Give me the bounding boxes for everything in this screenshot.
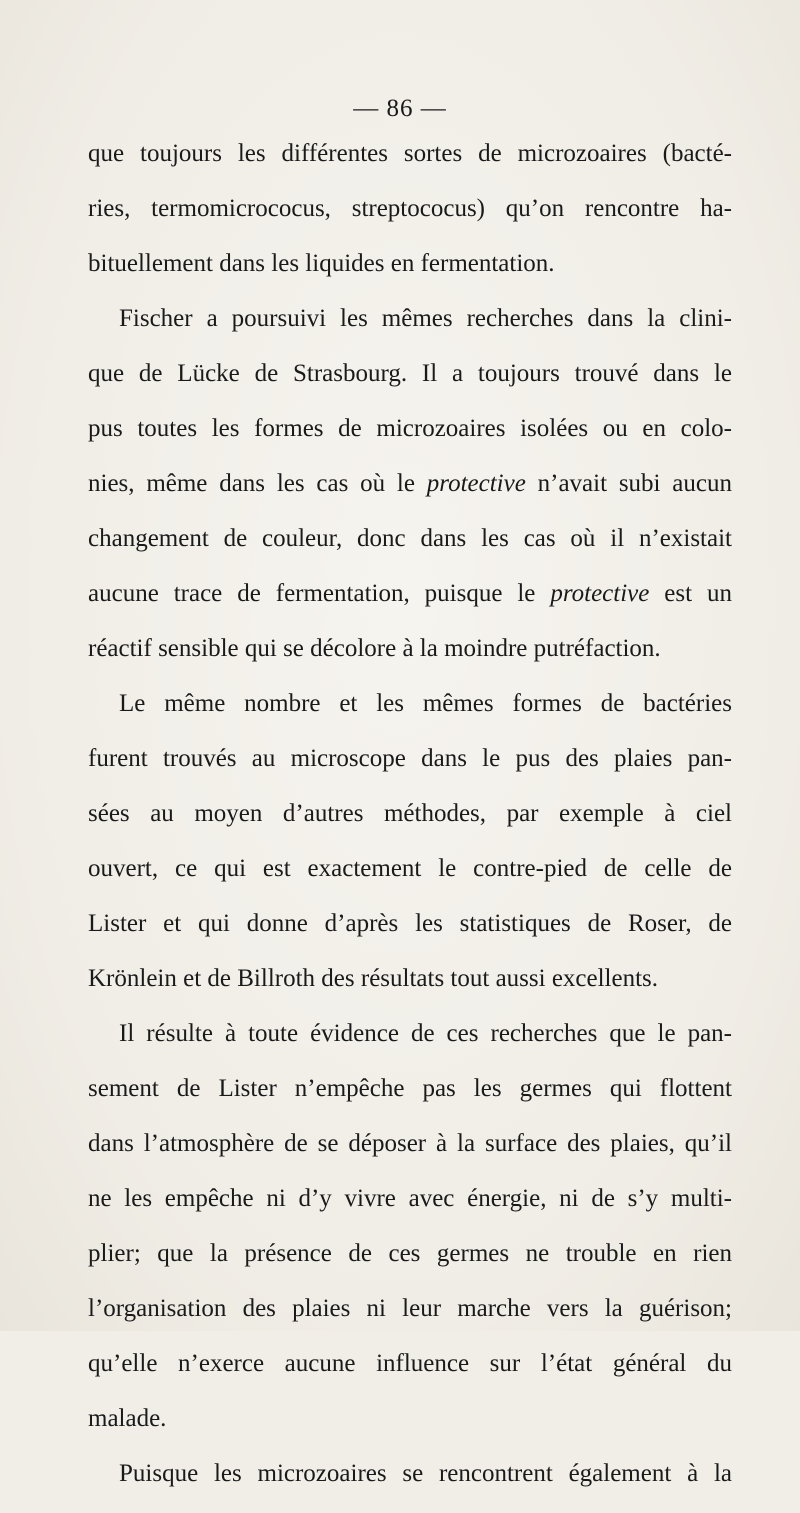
text-line: Fischer a poursuivi les mêmes recherches dans la clini- — [119, 305, 732, 332]
text-segment: est un — [649, 580, 732, 607]
text-line: Le même nombre et les mêmes formes de bactéries — [119, 690, 732, 717]
text-line: bituellement dans les liquides en fermentation. — [88, 250, 555, 277]
body-text — [88, 138, 732, 1513]
text-segment: nies, même dans les cas où le — [88, 470, 427, 497]
text-line: qu’elle n’exerce aucune influence sur l’état général du — [88, 1350, 732, 1377]
text-line: ries, termomicrococus, streptococus) qu’on rencontre ha- — [88, 195, 732, 222]
text-line: sement de Lister n’empêche pas les germes qui flottent — [88, 1075, 732, 1102]
text-line: furent trouvés au microscope dans le pus des plaies pan- — [88, 745, 732, 772]
text-line — [88, 468, 732, 523]
text-line: que toujours les différentes sortes de microzoaires (bacté- — [88, 140, 732, 167]
page-number: — 86 — — [353, 95, 447, 122]
text-line: malade. — [88, 1405, 167, 1432]
text-line: Il résulte à toute évidence de ces recherches que le pan- — [119, 1020, 732, 1047]
text-segment: n’avait subi aucun — [525, 470, 732, 497]
text-line: plier; que la présence de ces germes ne trouble en rien — [88, 1240, 732, 1267]
italic-term: protective — [426, 470, 526, 497]
text-line — [88, 578, 732, 633]
text-line: ne les empêche ni d’y vivre avec énergie, ni de s’y multi- — [88, 1185, 732, 1212]
text-line: Puisque les microzoaires se rencontrent également à la — [119, 1460, 732, 1487]
text-segment: aucune trace de fermentation, puisque le — [88, 580, 551, 607]
text-line: pus toutes les formes de microzoaires isolées ou en colo- — [88, 415, 732, 442]
text-line: sées au moyen d’autres méthodes, par exemple à ciel — [88, 800, 732, 827]
text-line: dans l’atmosphère de se déposer à la surface des plaies, qu’il — [88, 1130, 732, 1157]
text-line: réactif sensible qui se décolore à la moindre putréfaction. — [88, 635, 661, 662]
italic-term: protective — [550, 580, 650, 607]
text-line: Krönlein et de Billroth des résultats tout aussi excellents. — [88, 965, 659, 992]
text-line: ouvert, ce qui est exactement le contre-pied de celle de — [88, 855, 732, 882]
text-line: que de Lücke de Strasbourg. Il a toujours trouvé dans le — [88, 360, 732, 387]
text-line: Lister et qui donne d’après les statistiques de Roser, de — [88, 910, 732, 937]
text-line: changement de couleur, donc dans les cas où il n’existait — [88, 525, 732, 552]
text-line: l’organisation des plaies ni leur marche vers la guérison; — [88, 1295, 732, 1322]
